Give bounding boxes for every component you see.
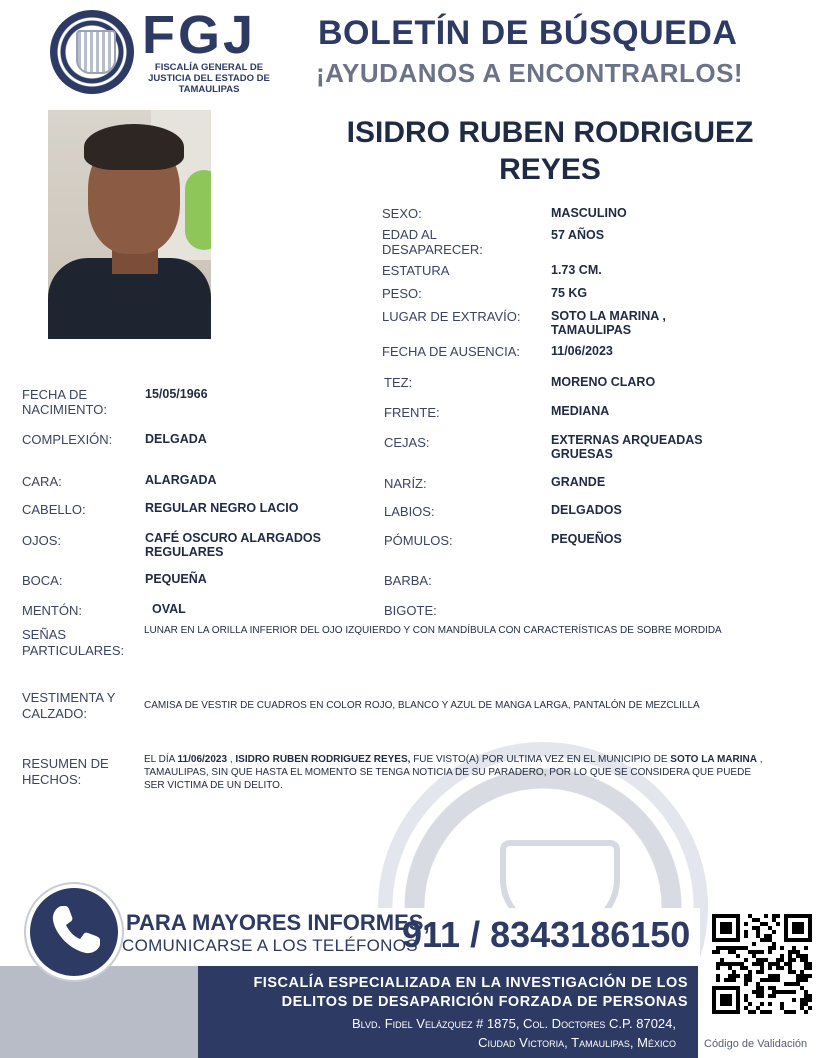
address-line-1: Blvd. Fidel Velázquez # 1875, Col. Doctores C.P. 87024, [351,1016,676,1031]
org-acronym: FGJ [142,5,257,65]
field-value-labios: DELGADOS [551,503,622,517]
field-value-resumen: EL DÍA 11/06/2023 , ISIDRO RUBEN RODRIGUEZ REYES, FUE VISTO(A) POR ULTIMA VEZ EN EL MUNICIPIO DE SOTO LA MARINA , TAMAULIPAS, SIN QUE HASTA EL MOMENTO SE TENGA NOTICIA DE SU PARADERO, POR LO QUE SE CONSIDERA QUE PUEDE SER VICTIMA DE UN DELITO. [144,754,763,791]
field-label-estatura: ESTATURA [382,263,450,278]
field-value-cabello: REGULAR NEGRO LACIO [145,501,299,515]
field-label-pomulos: PÓMULOS: [384,533,453,548]
info-title: PARA MAYORES INFORMES, [126,910,430,935]
field-label-fecha-ausencia: FECHA DE AUSENCIA: [382,344,520,359]
bulletin-title: BOLETÍN DE BÚSQUEDA [318,14,738,52]
field-label-menton: MENTÓN: [22,603,82,618]
footer-grey-block [0,966,198,1058]
field-value-lugar: SOTO LA MARINA , TAMAULIPAS [551,309,666,337]
field-label-cabello: CABELLO: [22,502,86,517]
field-value-tez: MORENO CLARO [551,375,656,389]
field-value-boca: PEQUEÑA [145,572,207,586]
resumen-date: 11/06/2023 [177,754,228,765]
resumen-place: SOTO LA MARINA [670,754,757,765]
field-value-frente: MEDIANA [551,404,610,418]
field-label-vestimenta: VESTIMENTA Y CALZADO: [22,690,116,721]
qr-code-icon [712,914,812,1014]
field-label-boca: BOCA: [22,573,63,588]
field-value-fecha-ausencia: 11/06/2023 [551,344,613,358]
field-value-complexion: DELGADA [145,432,207,446]
fiscalia-name: FISCALÍA ESPECIALIZADA EN LA INVESTIGACIÓN DE LOS DELITOS DE DESAPARICIÓN FORZADA DE PERSONAS [253,975,688,1010]
field-label-lugar: LUGAR DE EXTRAVÍO: [382,309,521,324]
phone-icon [44,898,108,962]
field-label-peso: PESO: [382,286,422,301]
field-label-frente: FRENTE: [384,405,440,420]
field-label-senas: SEÑAS PARTICULARES: [22,627,125,658]
field-value-estatura: 1.73 CM. [551,263,602,277]
field-value-cara: ALARGADA [145,473,217,487]
field-label-barba: BARBA: [384,573,432,588]
field-value-sexo: MASCULINO [551,206,627,220]
field-label-nacimiento: FECHA DE NACIMIENTO: [22,387,107,417]
field-label-nariz: NARÍZ: [384,476,427,491]
field-label-resumen: RESUMEN DE HECHOS: [22,756,109,787]
field-label-cara: CARA: [22,474,62,489]
field-value-edad: 57 AÑOS [551,228,605,242]
field-label-bigote: BIGOTE: [384,603,437,618]
field-label-complexion: COMPLEXIÓN: [22,432,113,447]
qr-caption: Código de Validación [704,1038,808,1050]
info-subtitle: COMUNICARSE A LOS TELÉFONOS [122,936,418,955]
phone-numbers: 911 / 8343186150 [402,914,691,955]
field-label-sexo: SEXO: [382,206,422,221]
address-line-2: Ciudad Victoria, Tamaulipas, México [478,1035,676,1050]
field-label-tez: TEZ: [384,375,413,390]
field-label-ojos: OJOS: [22,533,62,548]
field-value-ojos: CAFÉ OSCURO ALARGADOS REGULARES [145,531,321,559]
field-value-cejas: EXTERNAS ARQUEADAS GRUESAS [551,433,703,461]
field-label-labios: LABIOS: [384,504,435,519]
field-value-menton: OVAL [152,602,186,616]
fiscalia-address [206,1014,676,1052]
tamaulipas-seal-icon [76,30,116,74]
resumen-name: ISIDRO RUBEN RODRIGUEZ REYES, [235,754,411,765]
field-label-cejas: CEJAS: [384,435,430,450]
org-name: FISCALÍA GENERAL DE JUSTICIA DEL ESTADO DE TAMAULIPAS [148,62,270,95]
bulletin-subtitle: ¡AYUDANOS A ENCONTRARLOS! [316,58,744,88]
field-value-peso: 75 KG [551,286,588,300]
field-value-vestimenta: CAMISA DE VESTIR DE CUADROS EN COLOR ROJO, BLANCO Y AZUL DE MANGA LARGA, PANTALÓN DE MEZCLILLA [144,700,700,711]
missing-person-photo [48,110,211,339]
field-value-pomulos: PEQUEÑOS [551,532,622,546]
field-value-nacimiento: 15/05/1966 [145,387,208,401]
field-value-nariz: GRANDE [551,475,606,489]
person-name: ISIDRO RUBEN RODRIGUEZ REYES [346,116,754,186]
field-label-edad: EDAD AL DESAPARECER: [382,227,483,257]
field-value-senas: LUNAR EN LA ORILLA INFERIOR DEL OJO IZQUIERDO Y CON MANDÍBULA CON CARACTERÍSTICAS DE SOBRE MORDIDA [144,625,722,636]
